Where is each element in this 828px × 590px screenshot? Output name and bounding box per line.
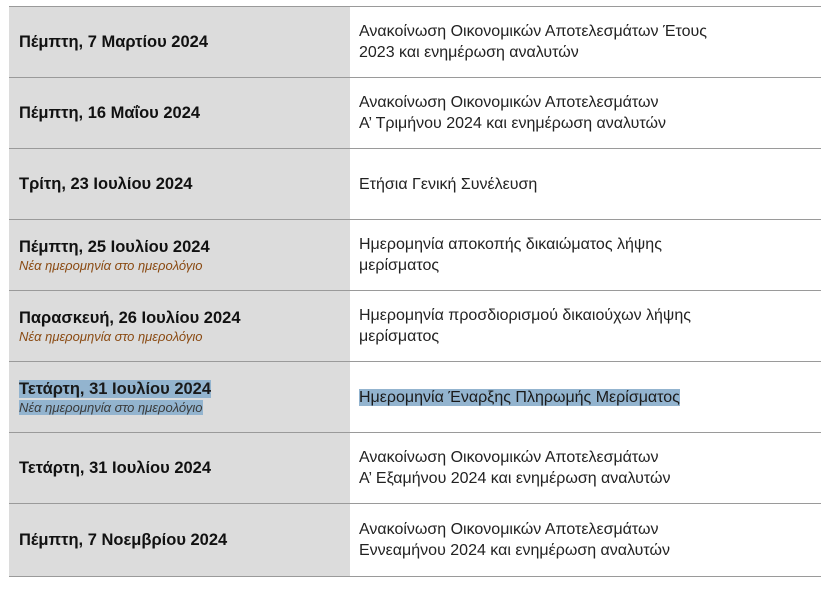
event-description: Ανακοίνωση Οικονομικών Αποτελεσμάτων bbox=[359, 94, 659, 111]
event-description: Ημερομηνία προσδιορισμού δικαιούχων λήψης bbox=[359, 307, 691, 324]
table-row bbox=[9, 433, 821, 504]
table-row bbox=[9, 504, 821, 577]
event-cell bbox=[350, 362, 821, 432]
event-description: Εννεαμήνου 2024 και ενημέρωση αναλυτών bbox=[359, 542, 671, 559]
event-date: Παρασκευή, 26 Ιουλίου 2024 bbox=[19, 308, 241, 327]
event-description: Α’ Εξαμήνου 2024 και ενημέρωση αναλυτών bbox=[359, 470, 671, 487]
table-row bbox=[9, 7, 821, 78]
event-cell bbox=[350, 433, 821, 503]
event-description[interactable]: Ημερομηνία Έναρξης Πληρωμής Μερίσματος bbox=[359, 388, 680, 406]
date-cell bbox=[9, 504, 350, 576]
date-cell bbox=[9, 291, 350, 361]
event-description: Ανακοίνωση Οικονομικών Αποτελεσμάτων bbox=[359, 449, 659, 466]
date-cell bbox=[9, 220, 350, 290]
event-date: Πέμπτη, 7 Νοεμβρίου 2024 bbox=[19, 531, 228, 549]
event-cell bbox=[350, 7, 821, 77]
event-description: Ανακοίνωση Οικονομικών Αποτελεσμάτων Έτους bbox=[359, 23, 707, 40]
event-cell bbox=[350, 291, 821, 361]
new-date-note: Νέα ημερομηνία στο ημερολόγιο bbox=[19, 257, 203, 273]
event-description: Α’ Τριμήνου 2024 και ενημέρωση αναλυτών bbox=[359, 115, 666, 132]
event-description: μερίσματος bbox=[359, 257, 440, 274]
event-date: Τρίτη, 23 Ιουλίου 2024 bbox=[19, 175, 193, 193]
event-cell bbox=[350, 220, 821, 290]
table-row-selected[interactable] bbox=[9, 362, 821, 433]
date-cell bbox=[9, 362, 350, 432]
event-date: Πέμπτη, 7 Μαρτίου 2024 bbox=[19, 33, 209, 51]
table-row bbox=[9, 149, 821, 220]
new-date-note: Νέα ημερομηνία στο ημερολόγιο bbox=[19, 328, 203, 344]
financial-calendar-table bbox=[9, 6, 821, 577]
date-cell bbox=[9, 149, 350, 219]
event-date: Τετάρτη, 31 Ιουλίου 2024 bbox=[19, 459, 212, 477]
date-cell bbox=[9, 7, 350, 77]
event-cell bbox=[350, 149, 821, 219]
table-row bbox=[9, 78, 821, 149]
event-date: Πέμπτη, 25 Ιουλίου 2024 bbox=[19, 237, 210, 256]
event-description: Ανακοίνωση Οικονομικών Αποτελεσμάτων bbox=[359, 521, 659, 538]
date-cell bbox=[9, 78, 350, 148]
event-description: Ετήσια Γενική Συνέλευση bbox=[359, 175, 538, 193]
event-description: 2023 και ενημέρωση αναλυτών bbox=[359, 44, 579, 61]
event-date: Πέμπτη, 16 Μαΐου 2024 bbox=[19, 104, 201, 122]
table-row bbox=[9, 291, 821, 362]
new-date-note[interactable]: Νέα ημερομηνία στο ημερολόγιο bbox=[19, 399, 203, 415]
event-cell bbox=[350, 504, 821, 576]
event-cell bbox=[350, 78, 821, 148]
event-date[interactable]: Τετάρτη, 31 Ιουλίου 2024 bbox=[19, 379, 212, 398]
date-cell bbox=[9, 433, 350, 503]
event-description: Ημερομηνία αποκοπής δικαιώματος λήψης bbox=[359, 236, 662, 253]
event-description: μερίσματος bbox=[359, 328, 440, 345]
table-row bbox=[9, 220, 821, 291]
